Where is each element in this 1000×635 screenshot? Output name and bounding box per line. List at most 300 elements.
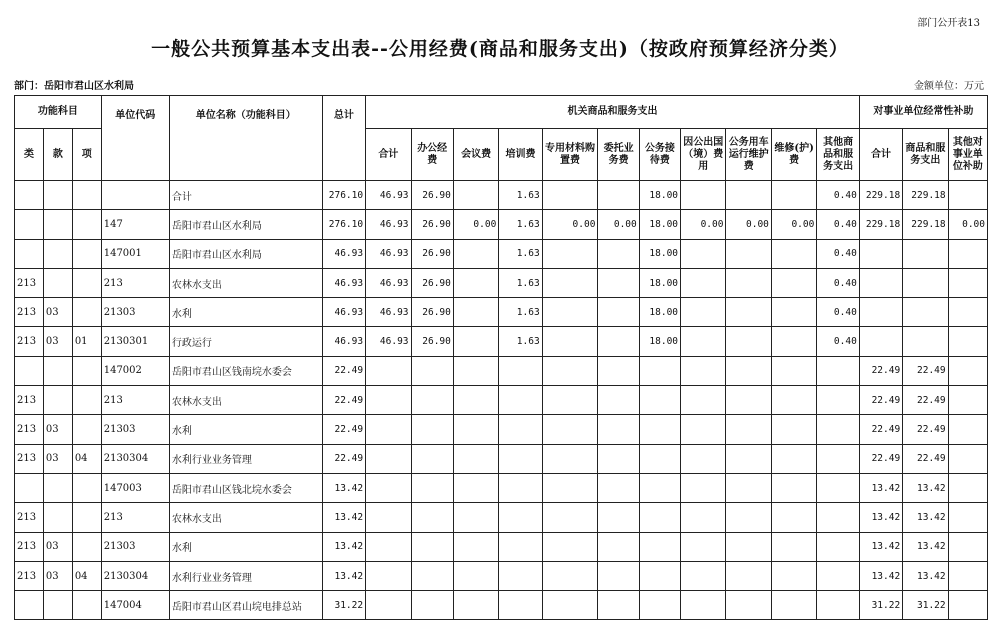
cell-commission (598, 268, 639, 297)
cell-total: 13.42 (322, 532, 365, 561)
cell-abroad (681, 181, 726, 210)
table-row (15, 386, 988, 415)
cell-kuan: 03 (43, 298, 72, 327)
cell-training (499, 473, 542, 502)
cell-vehicle: 0.00 (726, 210, 771, 239)
cell-abroad (681, 327, 726, 356)
cell-subsidy-goods (903, 268, 948, 297)
cell-meeting (453, 327, 498, 356)
cell-vehicle (726, 473, 771, 502)
header-meeting: 会议费 (453, 129, 498, 181)
cell-reception (639, 503, 680, 532)
cell-material: 0.00 (542, 210, 598, 239)
cell-material (542, 356, 598, 385)
cell-xiang: 04 (72, 561, 101, 590)
cell-reception: 18.00 (639, 268, 680, 297)
cell-subsidy-goods: 31.22 (903, 591, 948, 620)
header-training: 培训费 (499, 129, 542, 181)
cell-office: 26.90 (411, 327, 453, 356)
header-office: 办公经费 (411, 129, 453, 181)
cell-maintenance (771, 503, 816, 532)
cell-subsidy-other (948, 561, 987, 590)
cell-name: 行政运行 (169, 327, 322, 356)
cell-code: 2130304 (101, 561, 169, 590)
cell-commission (598, 239, 639, 268)
cell-abroad (681, 386, 726, 415)
header-reception: 公务接待费 (639, 129, 680, 181)
cell-other-goods (817, 415, 859, 444)
header-subsidy: 对事业单位经常性补助 (859, 96, 987, 129)
cell-other-goods: 0.40 (817, 239, 859, 268)
cell-vehicle (726, 268, 771, 297)
cell-other-goods: 0.40 (817, 268, 859, 297)
cell-maintenance (771, 532, 816, 561)
cell-subsidy-total (859, 268, 902, 297)
cell-other-goods (817, 356, 859, 385)
cell-maintenance (771, 356, 816, 385)
cell-material (542, 473, 598, 502)
cell-vehicle (726, 239, 771, 268)
cell-material (542, 415, 598, 444)
cell-xiang (72, 503, 101, 532)
table-row (15, 444, 988, 473)
cell-subsidy-total: 229.18 (859, 210, 902, 239)
cell-code: 21303 (101, 298, 169, 327)
cell-material (542, 503, 598, 532)
cell-vehicle (726, 415, 771, 444)
cell-kuan: 03 (43, 415, 72, 444)
cell-training: 1.63 (499, 298, 542, 327)
cell-subsidy-other (948, 473, 987, 502)
cell-subsidy-goods (903, 239, 948, 268)
cell-lei: 213 (15, 561, 44, 590)
cell-code: 147 (101, 210, 169, 239)
cell-lei: 213 (15, 415, 44, 444)
cell-subsidy-goods: 22.49 (903, 386, 948, 415)
cell-abroad (681, 473, 726, 502)
cell-total: 276.10 (322, 210, 365, 239)
cell-xiang (72, 181, 101, 210)
cell-commission (598, 327, 639, 356)
cell-code: 147002 (101, 356, 169, 385)
cell-meeting: 0.00 (453, 210, 498, 239)
header-maintenance: 维修(护)费 (771, 129, 816, 181)
cell-vehicle (726, 298, 771, 327)
cell-commission (598, 298, 639, 327)
cell-commission (598, 356, 639, 385)
cell-name: 农林水支出 (169, 386, 322, 415)
header-vehicle: 公务用车运行维护费 (726, 129, 771, 181)
cell-meeting (453, 591, 498, 620)
cell-subtotal (366, 473, 411, 502)
cell-code: 2130304 (101, 444, 169, 473)
cell-commission (598, 444, 639, 473)
header-unit-name: 单位名称（功能科目） (169, 96, 322, 181)
cell-name: 水利行业业务管理 (169, 444, 322, 473)
cell-material (542, 181, 598, 210)
cell-xiang (72, 591, 101, 620)
cell-vehicle (726, 444, 771, 473)
cell-reception: 18.00 (639, 210, 680, 239)
cell-maintenance (771, 473, 816, 502)
cell-name: 水利 (169, 532, 322, 561)
cell-kuan (43, 591, 72, 620)
cell-subsidy-total: 31.22 (859, 591, 902, 620)
cell-kuan (43, 239, 72, 268)
cell-code: 147003 (101, 473, 169, 502)
cell-total: 276.10 (322, 181, 365, 210)
cell-maintenance (771, 268, 816, 297)
cell-subsidy-goods (903, 298, 948, 327)
cell-subsidy-total: 22.49 (859, 444, 902, 473)
cell-subtotal (366, 386, 411, 415)
cell-kuan: 03 (43, 327, 72, 356)
cell-maintenance (771, 239, 816, 268)
cell-meeting (453, 444, 498, 473)
cell-commission (598, 473, 639, 502)
cell-kuan (43, 268, 72, 297)
cell-reception (639, 473, 680, 502)
cell-subtotal (366, 444, 411, 473)
cell-code: 147001 (101, 239, 169, 268)
cell-lei: 213 (15, 532, 44, 561)
cell-office (411, 561, 453, 590)
budget-table (14, 95, 988, 620)
cell-xiang (72, 210, 101, 239)
cell-other-goods (817, 503, 859, 532)
cell-kuan: 03 (43, 532, 72, 561)
cell-reception (639, 561, 680, 590)
cell-code: 213 (101, 503, 169, 532)
table-body (15, 181, 988, 620)
cell-other-goods (817, 591, 859, 620)
cell-subsidy-goods: 13.42 (903, 503, 948, 532)
cell-maintenance (771, 386, 816, 415)
cell-code: 147004 (101, 591, 169, 620)
cell-commission (598, 415, 639, 444)
cell-subsidy-goods: 22.49 (903, 444, 948, 473)
cell-subtotal (366, 591, 411, 620)
cell-training: 1.63 (499, 327, 542, 356)
header-func-subject: 功能科目 (15, 96, 102, 129)
header-subsidy-other: 其他对事业单位补助 (948, 129, 987, 181)
cell-subsidy-goods: 22.49 (903, 356, 948, 385)
cell-total: 46.93 (322, 268, 365, 297)
cell-reception: 18.00 (639, 239, 680, 268)
cell-abroad (681, 532, 726, 561)
header-material: 专用材料购置费 (542, 129, 598, 181)
cell-reception (639, 415, 680, 444)
cell-other-goods (817, 473, 859, 502)
cell-kuan (43, 386, 72, 415)
cell-subtotal: 46.93 (366, 298, 411, 327)
cell-name: 合计 (169, 181, 322, 210)
cell-office: 26.90 (411, 239, 453, 268)
cell-total: 13.42 (322, 503, 365, 532)
table-row (15, 532, 988, 561)
cell-subtotal: 46.93 (366, 327, 411, 356)
cell-commission (598, 181, 639, 210)
cell-subsidy-other (948, 181, 987, 210)
cell-material (542, 268, 598, 297)
header-subsidy-total: 合计 (859, 129, 902, 181)
cell-total: 13.42 (322, 561, 365, 590)
cell-subsidy-goods: 13.42 (903, 473, 948, 502)
cell-commission: 0.00 (598, 210, 639, 239)
cell-kuan (43, 210, 72, 239)
cell-name: 岳阳市君山区君山垸电排总站 (169, 591, 322, 620)
cell-vehicle (726, 503, 771, 532)
cell-subtotal (366, 561, 411, 590)
cell-kuan (43, 356, 72, 385)
cell-lei (15, 473, 44, 502)
cell-subsidy-other (948, 415, 987, 444)
cell-commission (598, 561, 639, 590)
cell-subtotal: 46.93 (366, 239, 411, 268)
table-row (15, 561, 988, 590)
cell-vehicle (726, 532, 771, 561)
cell-meeting (453, 561, 498, 590)
cell-code: 2130301 (101, 327, 169, 356)
cell-subsidy-total (859, 327, 902, 356)
cell-subsidy-goods: 13.42 (903, 532, 948, 561)
cell-reception (639, 444, 680, 473)
cell-reception (639, 356, 680, 385)
cell-meeting (453, 181, 498, 210)
cell-material (542, 561, 598, 590)
cell-lei (15, 591, 44, 620)
cell-subsidy-total: 13.42 (859, 561, 902, 590)
cell-lei: 213 (15, 386, 44, 415)
cell-name: 岳阳市君山区水利局 (169, 239, 322, 268)
table-row (15, 327, 988, 356)
cell-code: 213 (101, 268, 169, 297)
cell-office (411, 356, 453, 385)
cell-xiang: 04 (72, 444, 101, 473)
cell-subtotal (366, 503, 411, 532)
cell-other-goods: 0.40 (817, 210, 859, 239)
cell-material (542, 591, 598, 620)
cell-subsidy-total: 13.42 (859, 532, 902, 561)
cell-subsidy-goods (903, 327, 948, 356)
cell-abroad (681, 591, 726, 620)
cell-subsidy-other (948, 503, 987, 532)
cell-subsidy-other (948, 386, 987, 415)
cell-subsidy-other (948, 591, 987, 620)
cell-total: 22.49 (322, 356, 365, 385)
form-number: 部门公开表13 (917, 18, 980, 29)
cell-kuan (43, 503, 72, 532)
cell-subsidy-total: 22.49 (859, 415, 902, 444)
cell-abroad (681, 298, 726, 327)
table-row (15, 591, 988, 620)
cell-vehicle (726, 561, 771, 590)
amount-unit-label: 金额单位：万元 (914, 81, 984, 92)
header-org-goods-services: 机关商品和服务支出 (366, 96, 860, 129)
cell-commission (598, 532, 639, 561)
cell-reception: 18.00 (639, 181, 680, 210)
cell-meeting (453, 386, 498, 415)
cell-kuan (43, 473, 72, 502)
cell-training: 1.63 (499, 239, 542, 268)
cell-subsidy-goods: 229.18 (903, 210, 948, 239)
cell-office (411, 444, 453, 473)
cell-training (499, 444, 542, 473)
cell-xiang (72, 298, 101, 327)
cell-abroad (681, 268, 726, 297)
table-row (15, 503, 988, 532)
cell-subsidy-other (948, 532, 987, 561)
cell-subsidy-other (948, 444, 987, 473)
cell-kuan: 03 (43, 444, 72, 473)
cell-name: 水利 (169, 298, 322, 327)
cell-reception (639, 532, 680, 561)
cell-lei (15, 181, 44, 210)
cell-material (542, 444, 598, 473)
header-total: 总计 (322, 96, 365, 181)
cell-office: 26.90 (411, 210, 453, 239)
cell-other-goods: 0.40 (817, 181, 859, 210)
cell-meeting (453, 356, 498, 385)
cell-office (411, 415, 453, 444)
header-subsidy-goods: 商品和服务支出 (903, 129, 948, 181)
cell-subtotal (366, 415, 411, 444)
cell-xiang: 01 (72, 327, 101, 356)
cell-lei: 213 (15, 298, 44, 327)
cell-maintenance (771, 298, 816, 327)
cell-lei: 213 (15, 503, 44, 532)
cell-subsidy-goods: 229.18 (903, 181, 948, 210)
table-row (15, 210, 988, 239)
cell-xiang (72, 415, 101, 444)
cell-name: 岳阳市君山区水利局 (169, 210, 322, 239)
cell-training (499, 415, 542, 444)
cell-name: 农林水支出 (169, 268, 322, 297)
cell-lei (15, 356, 44, 385)
cell-reception: 18.00 (639, 298, 680, 327)
cell-office (411, 591, 453, 620)
table-row (15, 268, 988, 297)
header-xiang: 项 (72, 129, 101, 181)
cell-abroad (681, 356, 726, 385)
cell-reception (639, 386, 680, 415)
header-lei: 类 (15, 129, 44, 181)
cell-meeting (453, 503, 498, 532)
cell-xiang (72, 268, 101, 297)
cell-name: 岳阳市君山区钱南垸水委会 (169, 356, 322, 385)
cell-vehicle (726, 386, 771, 415)
table-row (15, 181, 988, 210)
cell-abroad (681, 503, 726, 532)
cell-name: 农林水支出 (169, 503, 322, 532)
cell-other-goods: 0.40 (817, 298, 859, 327)
cell-other-goods (817, 532, 859, 561)
cell-reception: 18.00 (639, 327, 680, 356)
cell-code: 213 (101, 386, 169, 415)
cell-subtotal: 46.93 (366, 210, 411, 239)
cell-total: 13.42 (322, 473, 365, 502)
cell-material (542, 386, 598, 415)
cell-lei: 213 (15, 444, 44, 473)
cell-subtotal: 46.93 (366, 268, 411, 297)
cell-material (542, 327, 598, 356)
cell-subtotal (366, 532, 411, 561)
cell-total: 22.49 (322, 444, 365, 473)
cell-total: 22.49 (322, 415, 365, 444)
cell-code: 21303 (101, 415, 169, 444)
cell-subsidy-total: 22.49 (859, 386, 902, 415)
cell-subsidy-other (948, 298, 987, 327)
cell-vehicle (726, 591, 771, 620)
cell-material (542, 298, 598, 327)
cell-name: 水利行业业务管理 (169, 561, 322, 590)
cell-meeting (453, 268, 498, 297)
cell-office (411, 532, 453, 561)
cell-other-goods: 0.40 (817, 327, 859, 356)
cell-training (499, 386, 542, 415)
cell-xiang (72, 473, 101, 502)
cell-training (499, 591, 542, 620)
cell-abroad (681, 444, 726, 473)
cell-kuan (43, 181, 72, 210)
cell-training (499, 561, 542, 590)
cell-code (101, 181, 169, 210)
cell-subsidy-total (859, 239, 902, 268)
header-abroad: 因公出国（境）费用 (681, 129, 726, 181)
cell-other-goods (817, 561, 859, 590)
cell-training (499, 356, 542, 385)
cell-vehicle (726, 181, 771, 210)
header-kuan: 款 (43, 129, 72, 181)
cell-xiang (72, 532, 101, 561)
cell-maintenance (771, 415, 816, 444)
cell-meeting (453, 532, 498, 561)
table-row (15, 473, 988, 502)
cell-subsidy-other (948, 327, 987, 356)
cell-subsidy-other: 0.00 (948, 210, 987, 239)
cell-abroad: 0.00 (681, 210, 726, 239)
cell-xiang (72, 356, 101, 385)
cell-meeting (453, 298, 498, 327)
cell-lei (15, 239, 44, 268)
cell-lei (15, 210, 44, 239)
cell-office (411, 473, 453, 502)
table-row (15, 415, 988, 444)
cell-xiang (72, 386, 101, 415)
cell-lei: 213 (15, 327, 44, 356)
header-other-goods: 其他商品和服务支出 (817, 129, 859, 181)
cell-training (499, 532, 542, 561)
cell-code: 21303 (101, 532, 169, 561)
cell-abroad (681, 415, 726, 444)
cell-material (542, 239, 598, 268)
cell-material (542, 532, 598, 561)
cell-commission (598, 386, 639, 415)
cell-office (411, 503, 453, 532)
cell-total: 22.49 (322, 386, 365, 415)
cell-reception (639, 591, 680, 620)
cell-subsidy-other (948, 268, 987, 297)
cell-kuan: 03 (43, 561, 72, 590)
cell-maintenance (771, 591, 816, 620)
cell-commission (598, 503, 639, 532)
cell-subsidy-total: 13.42 (859, 473, 902, 502)
cell-other-goods (817, 444, 859, 473)
cell-subsidy-total: 22.49 (859, 356, 902, 385)
cell-subsidy-other (948, 356, 987, 385)
cell-commission (598, 591, 639, 620)
cell-subtotal (366, 356, 411, 385)
